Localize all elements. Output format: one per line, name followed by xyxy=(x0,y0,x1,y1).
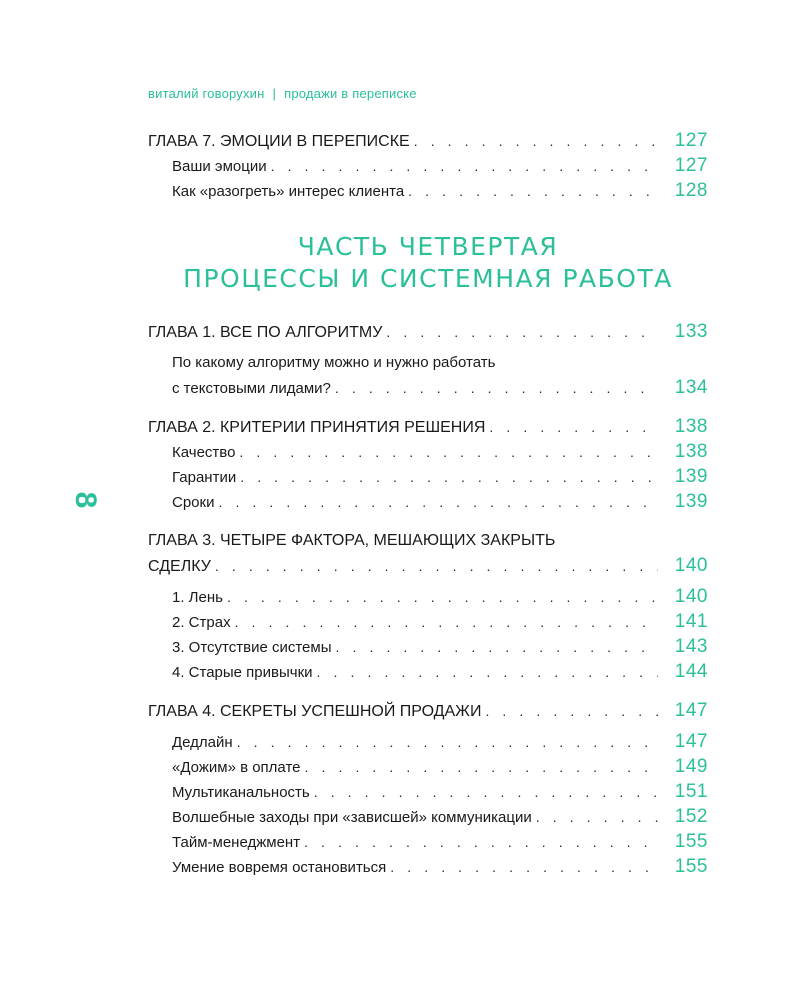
header-separator: | xyxy=(272,86,277,101)
part-heading xyxy=(148,231,708,295)
toc-item[interactable]: Сроки . . . 139 xyxy=(148,489,708,514)
toc-item[interactable]: Мультиканальность . . . 151 xyxy=(148,779,708,804)
header-author: виталий говорухин xyxy=(148,86,265,101)
toc-item[interactable]: Дедлайн . . . 147 xyxy=(148,729,708,754)
toc-chapter-7[interactable]: ГЛАВА 7. ЭМОЦИИ В ПЕРЕПИСКЕ . . . 127 xyxy=(148,128,708,153)
table-of-contents xyxy=(148,128,708,879)
toc-item[interactable]: Ваши эмоции . . . 127 xyxy=(148,153,708,178)
toc-item[interactable]: 2. Страх . . . 141 xyxy=(148,609,708,634)
header-book-title: продажи в переписке xyxy=(284,86,417,101)
toc-chapter-1[interactable]: ГЛАВА 1. ВСЕ ПО АЛГОРИТМУ . . . 133 xyxy=(148,319,708,344)
toc-item[interactable]: 3. Отсутствие системы . . . 143 xyxy=(148,634,708,659)
running-header xyxy=(148,86,417,101)
toc-item[interactable]: Качество . . . 138 xyxy=(148,439,708,464)
toc-chapter-3[interactable]: СДЕЛКУ . . . 140 xyxy=(148,553,708,578)
toc-item-line1[interactable]: По какому алгоритму можно и нужно работать xyxy=(172,354,496,371)
toc-item[interactable]: Гарантии . . . 139 xyxy=(148,464,708,489)
toc-chapter-2[interactable]: ГЛАВА 2. КРИТЕРИИ ПРИНЯТИЯ РЕШЕНИЯ . . . 138 xyxy=(148,414,708,439)
toc-item[interactable]: 1. Лень . . . 140 xyxy=(148,584,708,609)
toc-item[interactable]: 4. Старые привычки . . . 144 xyxy=(148,659,708,684)
toc-item[interactable]: «Дожим» в оплате . . . 149 xyxy=(148,754,708,779)
toc-item[interactable]: Тайм-менеджмент . . . 155 xyxy=(148,829,708,854)
toc-item[interactable]: Как «разогреть» интерес клиента . . . 128 xyxy=(148,178,708,203)
toc-chapter-3-line1[interactable]: ГЛАВА 3. ЧЕТЫРЕ ФАКТОРА, МЕШАЮЩИХ ЗАКРЫТЬ xyxy=(148,532,556,549)
part-heading-line2: ПРОЦЕССЫ И СИСТЕМНАЯ РАБОТА xyxy=(183,264,673,293)
toc-chapter-4[interactable]: ГЛАВА 4. СЕКРЕТЫ УСПЕШНОЙ ПРОДАЖИ . . . 147 xyxy=(148,698,708,723)
part-heading-line1: ЧАСТЬ ЧЕТВЕРТАЯ xyxy=(297,232,559,261)
toc-item[interactable]: Умение вовремя остановиться . . . 155 xyxy=(148,854,708,879)
toc-item[interactable]: с текстовыми лидами? . . . 134 xyxy=(148,375,708,400)
page-number: 8 xyxy=(69,491,102,509)
toc-item[interactable]: Волшебные заходы при «зависшей» коммуникации . . . 152 xyxy=(148,804,708,829)
